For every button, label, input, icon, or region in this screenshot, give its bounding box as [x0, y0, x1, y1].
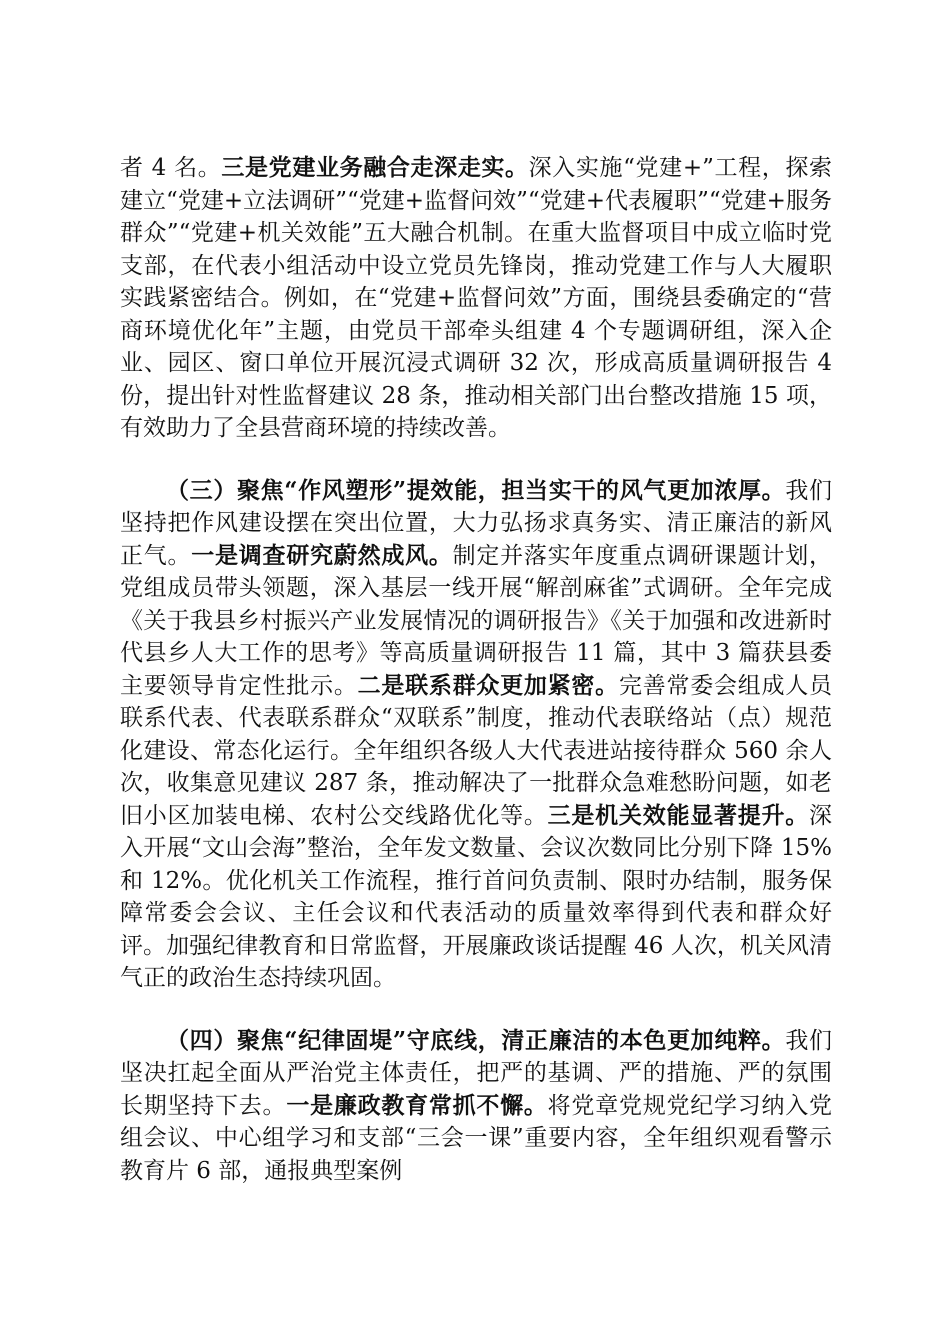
- heading-run: 三是党建业务融合走深走实。: [221, 154, 529, 181]
- paragraph-gap: [120, 995, 832, 1025]
- heading-run: 三是机关效能显著提升。: [547, 801, 810, 829]
- document-page: [120, 152, 832, 1187]
- paragraph-section-four: [120, 1025, 832, 1188]
- text-run: 将党章党规党纪学习纳入党组会议、中心组学习和支部“三会一课”重要内容，全年组织观看警示教育片 6 部，通报典型案例: [120, 1092, 833, 1184]
- heading-run: 一是调查研究蔚然成风。: [191, 541, 453, 569]
- heading-run: 二是联系群众更加紧密。: [357, 671, 619, 699]
- text-run: 深入实施“党建+”工程，探索建立“党建+立法调研”“党建+监督问效”“党建+代表履职”“党建+服务群众”“党建+机关效能”五大融合机制。在重大监督项目中成立临时党支部，在代表小组活动中设立党员先锋岗，推动党建工作与人大履职实践紧密结合。例如，在“党建+监督问效”方面，围绕县委确定的“营商环境优化年”主题，由党员干部牵头组建 4 个专题调研组，深入企业、园区、窗口单位开展沉浸式调研 32 次，形成高质量调研报告 4 份，提出针对性监督建议 28 条，推动相关部门出台整改措施 15 项，有效助力了全县营商环境的持续改善。: [120, 155, 833, 441]
- paragraph-gap: [120, 445, 832, 475]
- text-run: 我们坚持把作风建设摆在突出位置，大力弘扬求真务实、清正廉洁的新风正气。: [120, 477, 832, 569]
- text-run: 者 4 名。: [120, 155, 222, 181]
- text-run: 完善常委会组成人员联系代表、代表联系群众“双联系”制度，推动代表联络站（点）规范化建设、常态化运行。全年组织各级人大代表进站接待群众 560 余人次，收集意见建议 287 条，推动解决了一批群众急难愁盼问题，如老旧小区加装电梯、农村公交线路优化等。: [120, 672, 833, 829]
- paragraph-party-building: [120, 152, 832, 445]
- section-heading: （三）聚焦“作风塑形”提效能，担当实干的风气更加浓厚。: [166, 476, 786, 504]
- text-run: 制定并落实年度重点调研课题计划，党组成员带头领题，深入基层一线开展“解剖麻雀”式调研。全年完成《关于我县乡村振兴产业发展情况的调研报告》《关于加强和改进新时代县乡人大工作的思考》等高质量调研报告 11 篇，其中 3 篇获县委主要领导肯定性批示。: [120, 542, 833, 699]
- text-run: 我们坚决扛起全面从严治党主体责任，把严的基调、严的措施、严的氛围长期坚持下去。: [120, 1027, 832, 1119]
- paragraph-section-three: [120, 475, 832, 995]
- text-run: 深入开展“文山会海”整治，全年发文数量、会议次数同比分别下降 15%和 12%。优化机关工作流程，推行首问负责制、限时办结制，服务保障常委会会议、主任会议和代表活动的质量效率得到代表和群众好评。加强纪律教育和日常监督，开展廉政谈话提醒 46 人次，机关风清气正的政治生态持续巩固。: [120, 802, 833, 991]
- section-heading: （四）聚焦“纪律固堤”守底线，清正廉洁的本色更加纯粹。: [166, 1026, 786, 1054]
- heading-run: 一是廉政教育常抓不懈。: [286, 1091, 548, 1119]
